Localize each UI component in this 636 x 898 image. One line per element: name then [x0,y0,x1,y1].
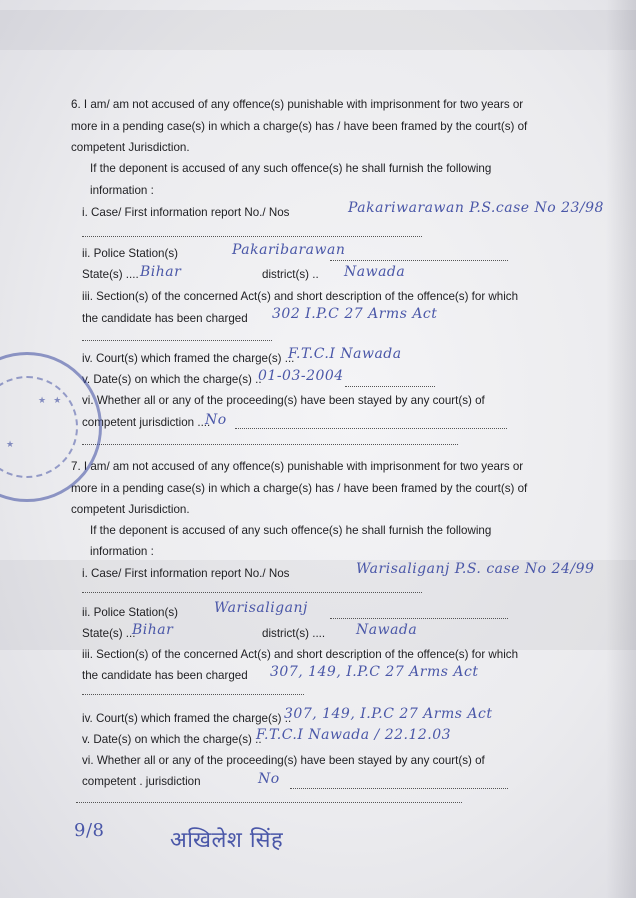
section7-paragraph: more in a pending case(s) in which a charge(s) has / have been framed by the court(s) of [71,482,528,495]
section6-paragraph: more in a pending case(s) in which a charge(s) has / have been framed by the court(s) of [71,120,528,133]
section7-section-text: iii. Section(s) of the concerned Act(s) and short description of the offence(s) for which [82,648,519,661]
stamp-star-icon: ★ [6,440,17,450]
fill-line [82,340,272,341]
section7-paragraph: 7. I am/ am not accused of any offence(s) punishable with imprisonment for two years or [71,460,524,473]
section7-date-label: v. Date(s) on which the charge(s) .. [82,733,262,746]
fill-line [82,444,458,445]
fill-line [290,788,508,789]
section7-paragraph: competent Jurisdiction. [71,503,190,516]
section6-date-label: v. Date(s) on which the charge(s) .. [82,373,262,386]
signature: अखिलेश सिंह [170,828,284,853]
section7-intro: If the deponent is accused of any such offence(s) he shall furnish the following [90,524,492,537]
section6-district-label: district(s) .. [262,268,319,281]
section6-district-value: Nawada [344,264,406,280]
scan-shading [0,10,636,50]
section7-stayed-text: vi. Whether all or any of the proceeding(s) have been stayed by any court(s) of [82,754,485,767]
section6-stayed-value: No [205,412,227,428]
section7-district-value: Nawada [356,622,418,638]
section7-state-value: Bihar [132,622,174,638]
section7-court-value: 307, 149, I.P.C 27 Arms Act [284,706,493,722]
section6-intro: information : [90,184,154,197]
section7-case-label: i. Case/ First information report No./ Nos [82,567,290,580]
section7-stayed-text: competent . jurisdiction [82,775,201,788]
section6-intro: If the deponent is accused of any such offence(s) he shall furnish the following [90,162,492,175]
section7-case-value: Warisaliganj P.S. case No 24/99 [356,561,595,577]
fill-line [82,694,304,695]
section7-police-value: Warisaliganj [214,600,308,616]
section6-stayed-text: vi. Whether all or any of the proceeding(s) have been stayed by any court(s) of [82,394,485,407]
fill-line [82,592,422,593]
section6-case-value: Pakariwarawan P.S.case No 23/98 [348,200,604,216]
section6-stayed-text: competent jurisdiction .... [82,416,211,429]
section6-paragraph: 6. I am/ am not accused of any offence(s) punishable with imprisonment for two years or [71,98,524,111]
stamp-star-icon: ★ ★ [38,396,64,406]
section6-section-text: the candidate has been charged [82,312,248,325]
section6-section-text: iii. Section(s) of the concerned Act(s) and short description of the offence(s) for which [82,290,519,303]
section7-stayed-value: No [258,771,280,787]
section6-court-label: iv. Court(s) which framed the charge(s) ... [82,352,295,365]
fill-line [76,802,462,803]
scan-edge-shadow [606,0,636,898]
signature-mark: 9/8 [74,820,105,841]
fill-line [345,386,435,387]
section6-section-value: 302 I.P.C 27 Arms Act [272,306,438,322]
section6-date-value: 01-03-2004 [258,368,344,384]
section6-police-value: Pakaribarawan [232,242,346,258]
section7-intro: information : [90,545,154,558]
section7-court-label: iv. Court(s) which framed the charge(s) .. [82,712,292,725]
section7-district-label: district(s) .... [262,627,326,640]
section7-section-value: 307, 149, I.P.C 27 Arms Act [270,664,479,680]
fill-line [82,236,422,237]
section6-court-value: F.T.C.I Nawada [288,346,402,362]
section7-state-label: State(s) ... [82,627,136,640]
fill-line [330,260,508,261]
section6-state-value: Bihar [140,264,182,280]
section6-police-label: ii. Police Station(s) [82,247,179,260]
section6-state-label: State(s) .... [82,268,139,281]
fill-line [330,618,508,619]
section7-section-text: the candidate has been charged [82,669,248,682]
section7-police-label: ii. Police Station(s) [82,606,179,619]
section6-case-label: i. Case/ First information report No./ Nos [82,206,290,219]
section6-paragraph: competent Jurisdiction. [71,141,190,154]
section7-date-value: F.T.C.I Nawada / 22.12.03 [256,727,452,743]
fill-line [235,428,507,429]
